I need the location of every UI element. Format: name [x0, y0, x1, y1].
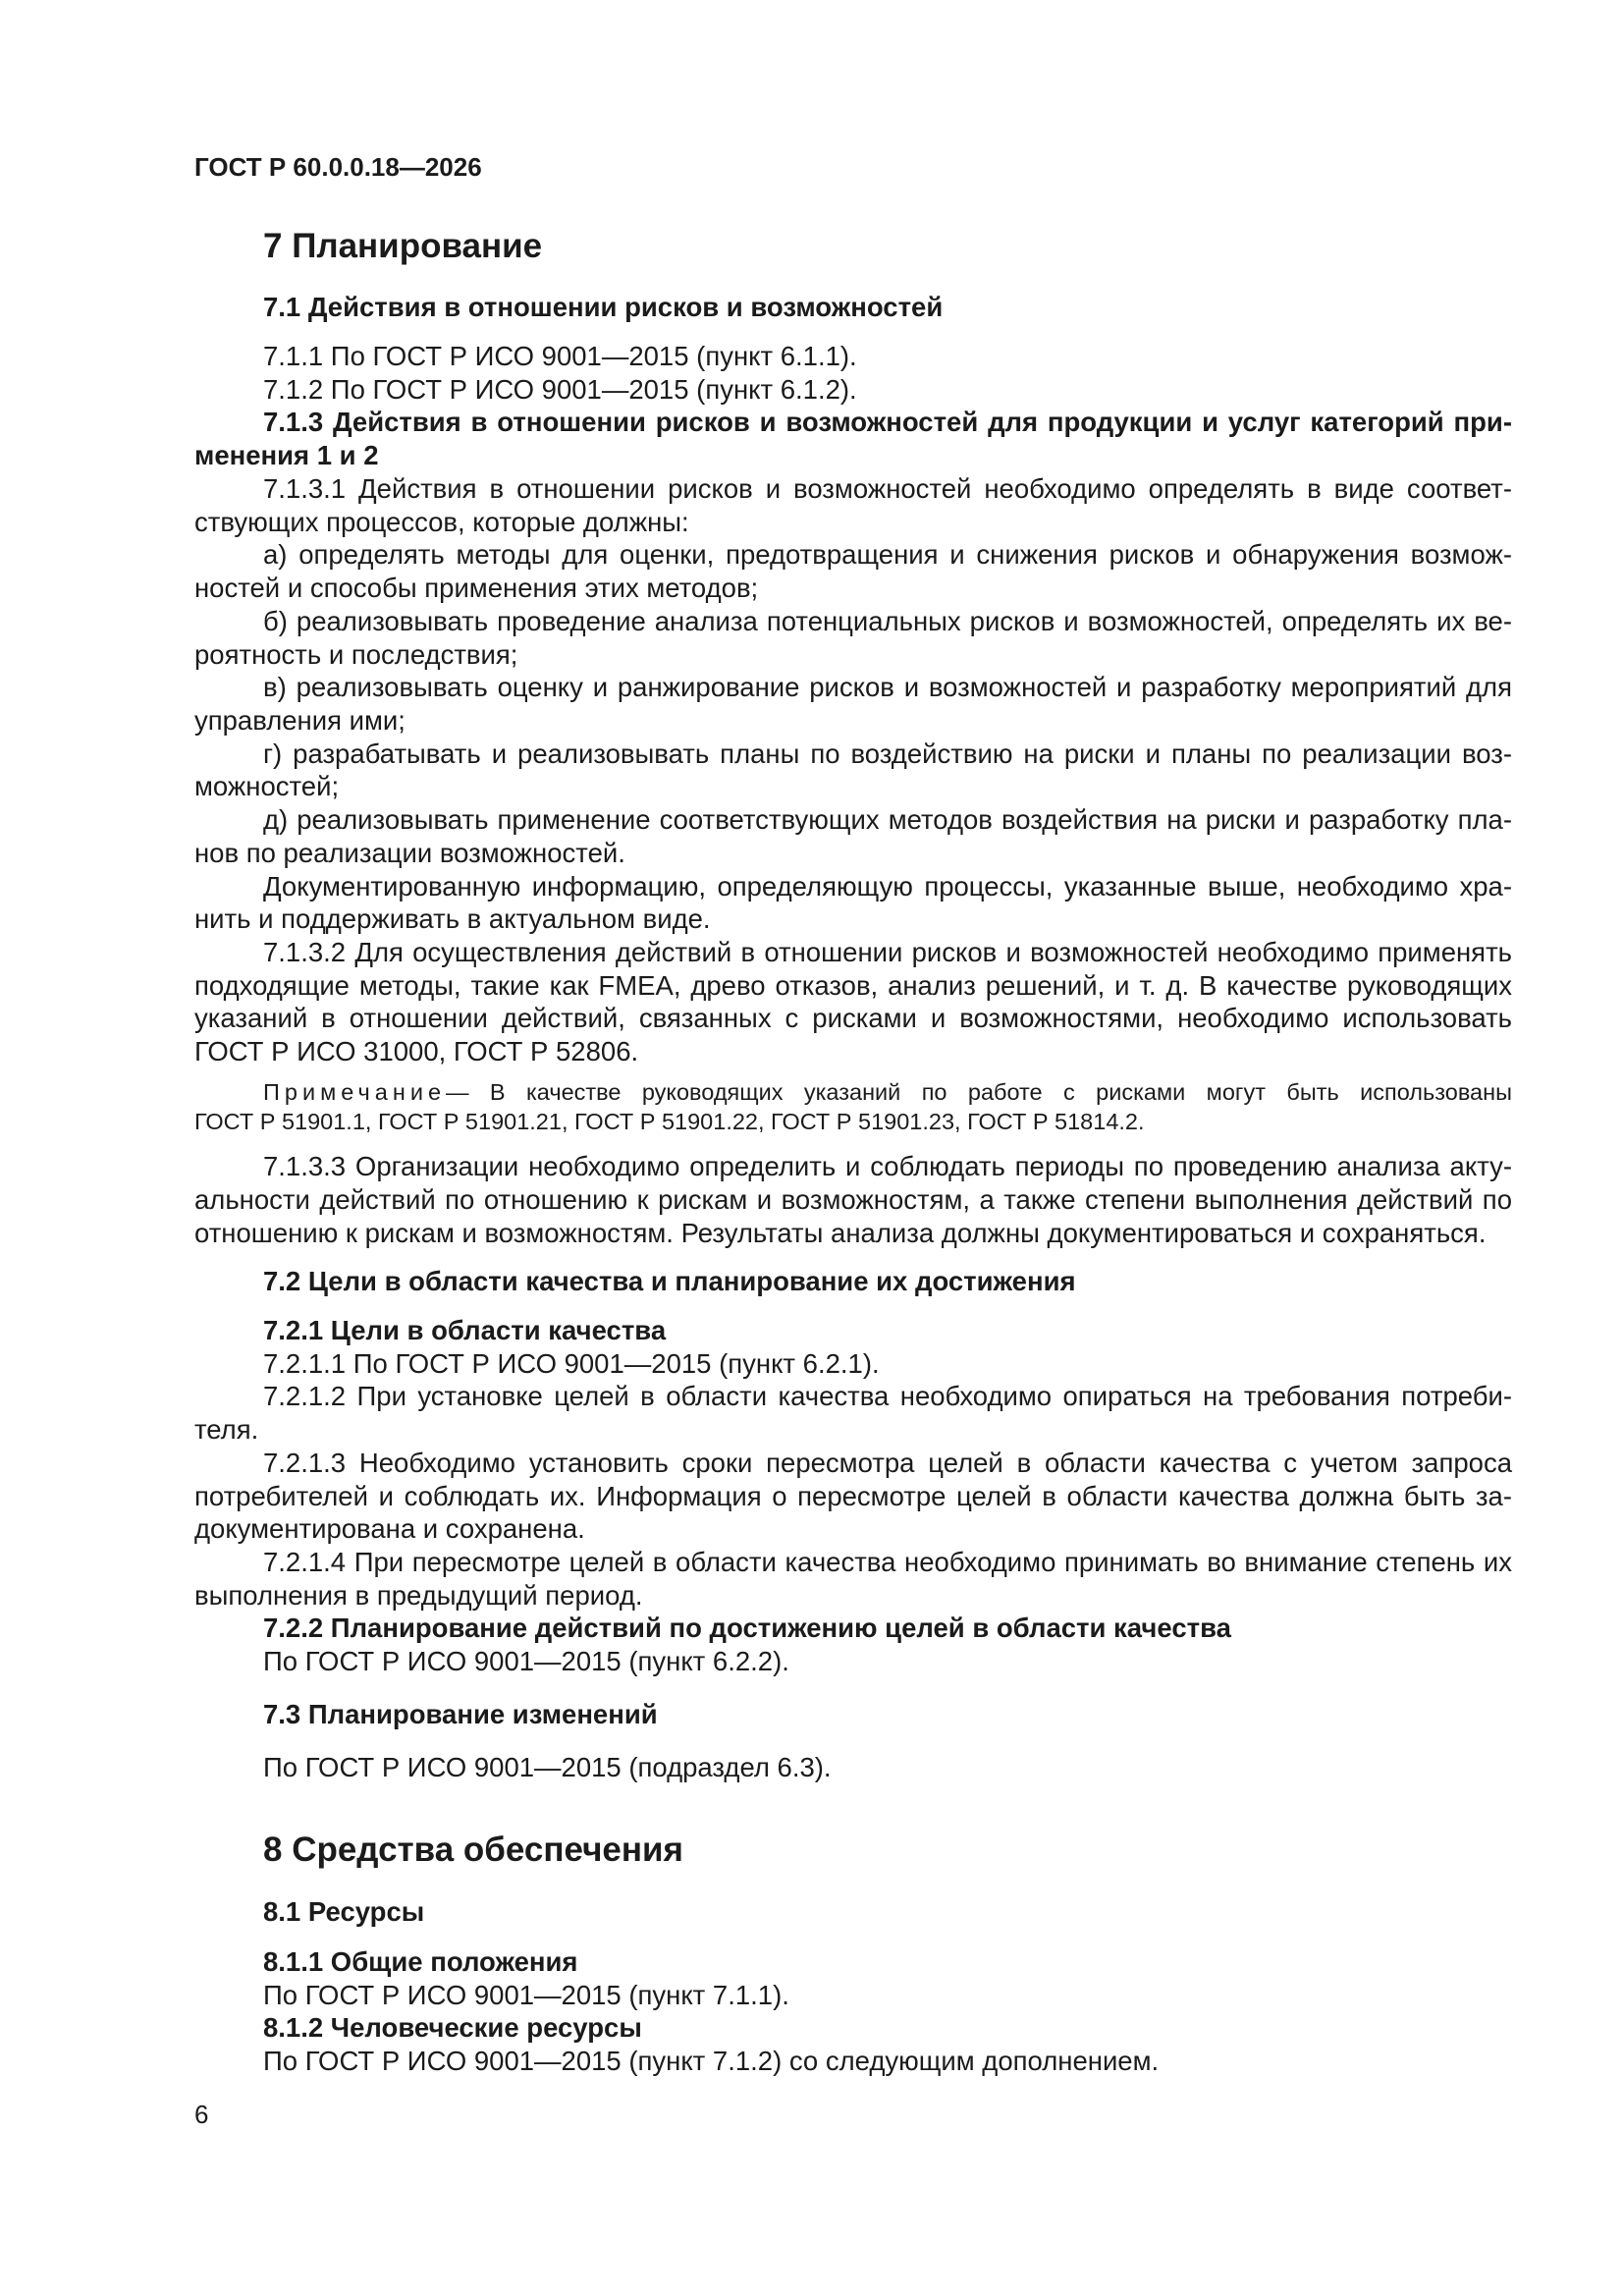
- page-number: 6: [194, 2100, 209, 2129]
- list-item-d: д) реализовывать применение соответствующих методов воздействия на риски и разработку пла-: [263, 804, 1512, 835]
- paragraph-line: альности действий по отношению к рискам и возможностям, а также степени выполнения действий по: [194, 1184, 1512, 1215]
- section-heading-8: 8 Средства обеспечения: [263, 1831, 683, 1869]
- clause-heading-7-2-1: 7.2.1 Цели в области качества: [263, 1315, 667, 1345]
- paragraph-line: 7.2.1.1 По ГОСТ Р ИСО 9001—2015 (пункт 6.2.1).: [263, 1348, 880, 1379]
- paragraph-line: указаний в отношении действий, связанных с рисками и возможностями, необходимо использовать: [194, 1003, 1512, 1033]
- list-item-b: роятность и последствия;: [194, 639, 518, 670]
- paragraph-line: потребителей и соблюдать их. Информация о пересмотре целей в области качества должна быть за-: [194, 1481, 1512, 1511]
- paragraph-line: подходящие методы, такие как FMEA, древо отказов, анализ решений, и т. д. В качестве руководящих: [194, 970, 1512, 1001]
- paragraph-line: По ГОСТ Р ИСО 9001—2015 (пункт 7.1.1).: [263, 1980, 789, 2010]
- list-item-v: в) реализовывать оценку и ранжирование рисков и возможностей и разработку мероприятий для: [263, 672, 1512, 702]
- paragraph-line: По ГОСТ Р ИСО 9001—2015 (пункт 7.1.2) со следующим дополнением.: [263, 2046, 1160, 2076]
- note-label: Примечание: [263, 1079, 447, 1105]
- clause-heading-8-1-2: 8.1.2 Человеческие ресурсы: [263, 2012, 642, 2043]
- paragraph-line: ГОСТ Р ИСО 31000, ГОСТ Р 52806.: [194, 1036, 639, 1066]
- paragraph-line: выполнения в предыдущий период.: [194, 1580, 643, 1611]
- paragraph-line: ствующих процессов, которые должны:: [194, 507, 689, 537]
- clause-heading-8-1-1: 8.1.1 Общие положения: [263, 1946, 578, 1977]
- paragraph-line: 7.1.2 По ГОСТ Р ИСО 9001—2015 (пункт 6.1.2).: [263, 374, 857, 405]
- paragraph-line: отношению к рискам и возможностям. Результаты анализа должны документироваться и сохраняться.: [194, 1218, 1487, 1248]
- list-item-a: ностей и способы применения этих методов;: [194, 573, 759, 603]
- list-item-v: управления ими;: [194, 705, 406, 736]
- paragraph-line: теля.: [194, 1414, 259, 1445]
- note-line: ГОСТ Р 51901.1, ГОСТ Р 51901.21, ГОСТ Р 51901.22, ГОСТ Р 51901.23, ГОСТ Р 51814.2.: [194, 1109, 1145, 1134]
- paragraph-line: 7.2.1.2 При установке целей в области качества необходимо опираться на требования потреби-: [263, 1381, 1512, 1411]
- list-item-d: нов по реализации возможностей.: [194, 838, 625, 868]
- section-heading-7: 7 Планирование: [263, 227, 543, 265]
- paragraph-line: 7.1.1 По ГОСТ Р ИСО 9001—2015 (пункт 6.1.1).: [263, 341, 857, 371]
- clause-heading-7-1-3: 7.1.3 Действия в отношении рисков и возможностей для продукции и услуг категорий при-: [263, 407, 1512, 437]
- paragraph-line: 7.2.1.4 При пересмотре целей в области качества необходимо принимать во внимание степень их: [263, 1547, 1512, 1577]
- list-item-g: г) разрабатывать и реализовывать планы по воздействию на риски и планы по реализации воз-: [263, 738, 1512, 769]
- subsection-heading-7-2: 7.2 Цели в области качества и планирование их достижения: [263, 1266, 1076, 1296]
- clause-heading-7-2-2: 7.2.2 Планирование действий по достижению целей в области качества: [263, 1613, 1231, 1643]
- subsection-heading-8-1: 8.1 Ресурсы: [263, 1896, 425, 1927]
- list-item-a: а) определять методы для оценки, предотвращения и снижения рисков и обнаружения возмож-: [263, 539, 1512, 570]
- list-item-b: б) реализовывать проведение анализа потенциальных рисков и возможностей, определять их ве-: [263, 606, 1512, 636]
- paragraph-line: 7.1.3.2 Для осуществления действий в отношении рисков и возможностей необходимо применять: [263, 937, 1512, 967]
- list-item-g: можностей;: [194, 771, 340, 801]
- paragraph-line: 7.1.3.1 Действия в отношении рисков и возможностей необходимо определять в виде соответ-: [263, 473, 1512, 504]
- note-line: [263, 1075, 1512, 1109]
- clause-heading-7-1-3: менения 1 и 2: [194, 440, 379, 470]
- paragraph-line: документирована и сохранена.: [194, 1513, 585, 1544]
- subsection-heading-7-1: 7.1 Действия в отношении рисков и возможностей: [263, 292, 944, 322]
- paragraph-line: По ГОСТ Р ИСО 9001—2015 (пункт 6.2.2).: [263, 1646, 789, 1676]
- subsection-heading-7-3: 7.3 Планирование изменений: [263, 1699, 658, 1729]
- document-header: ГОСТ Р 60.0.0.18—2026: [194, 152, 482, 182]
- paragraph-line: 7.1.3.3 Организации необходимо определить и соблюдать периоды по проведению анализа акту-: [263, 1151, 1512, 1181]
- paragraph-line: Документированную информацию, определяющую процессы, указанные выше, необходимо хра-: [263, 871, 1512, 902]
- paragraph-line: По ГОСТ Р ИСО 9001—2015 (подраздел 6.3).: [263, 1752, 832, 1782]
- paragraph-line: нить и поддерживать в актуальном виде.: [194, 903, 711, 934]
- paragraph-line: 7.2.1.3 Необходимо установить сроки пересмотра целей в области качества с учетом запроса: [263, 1448, 1512, 1478]
- note-text: — В качестве руководящих указаний по работе с рисками могут быть использованы: [446, 1079, 1512, 1105]
